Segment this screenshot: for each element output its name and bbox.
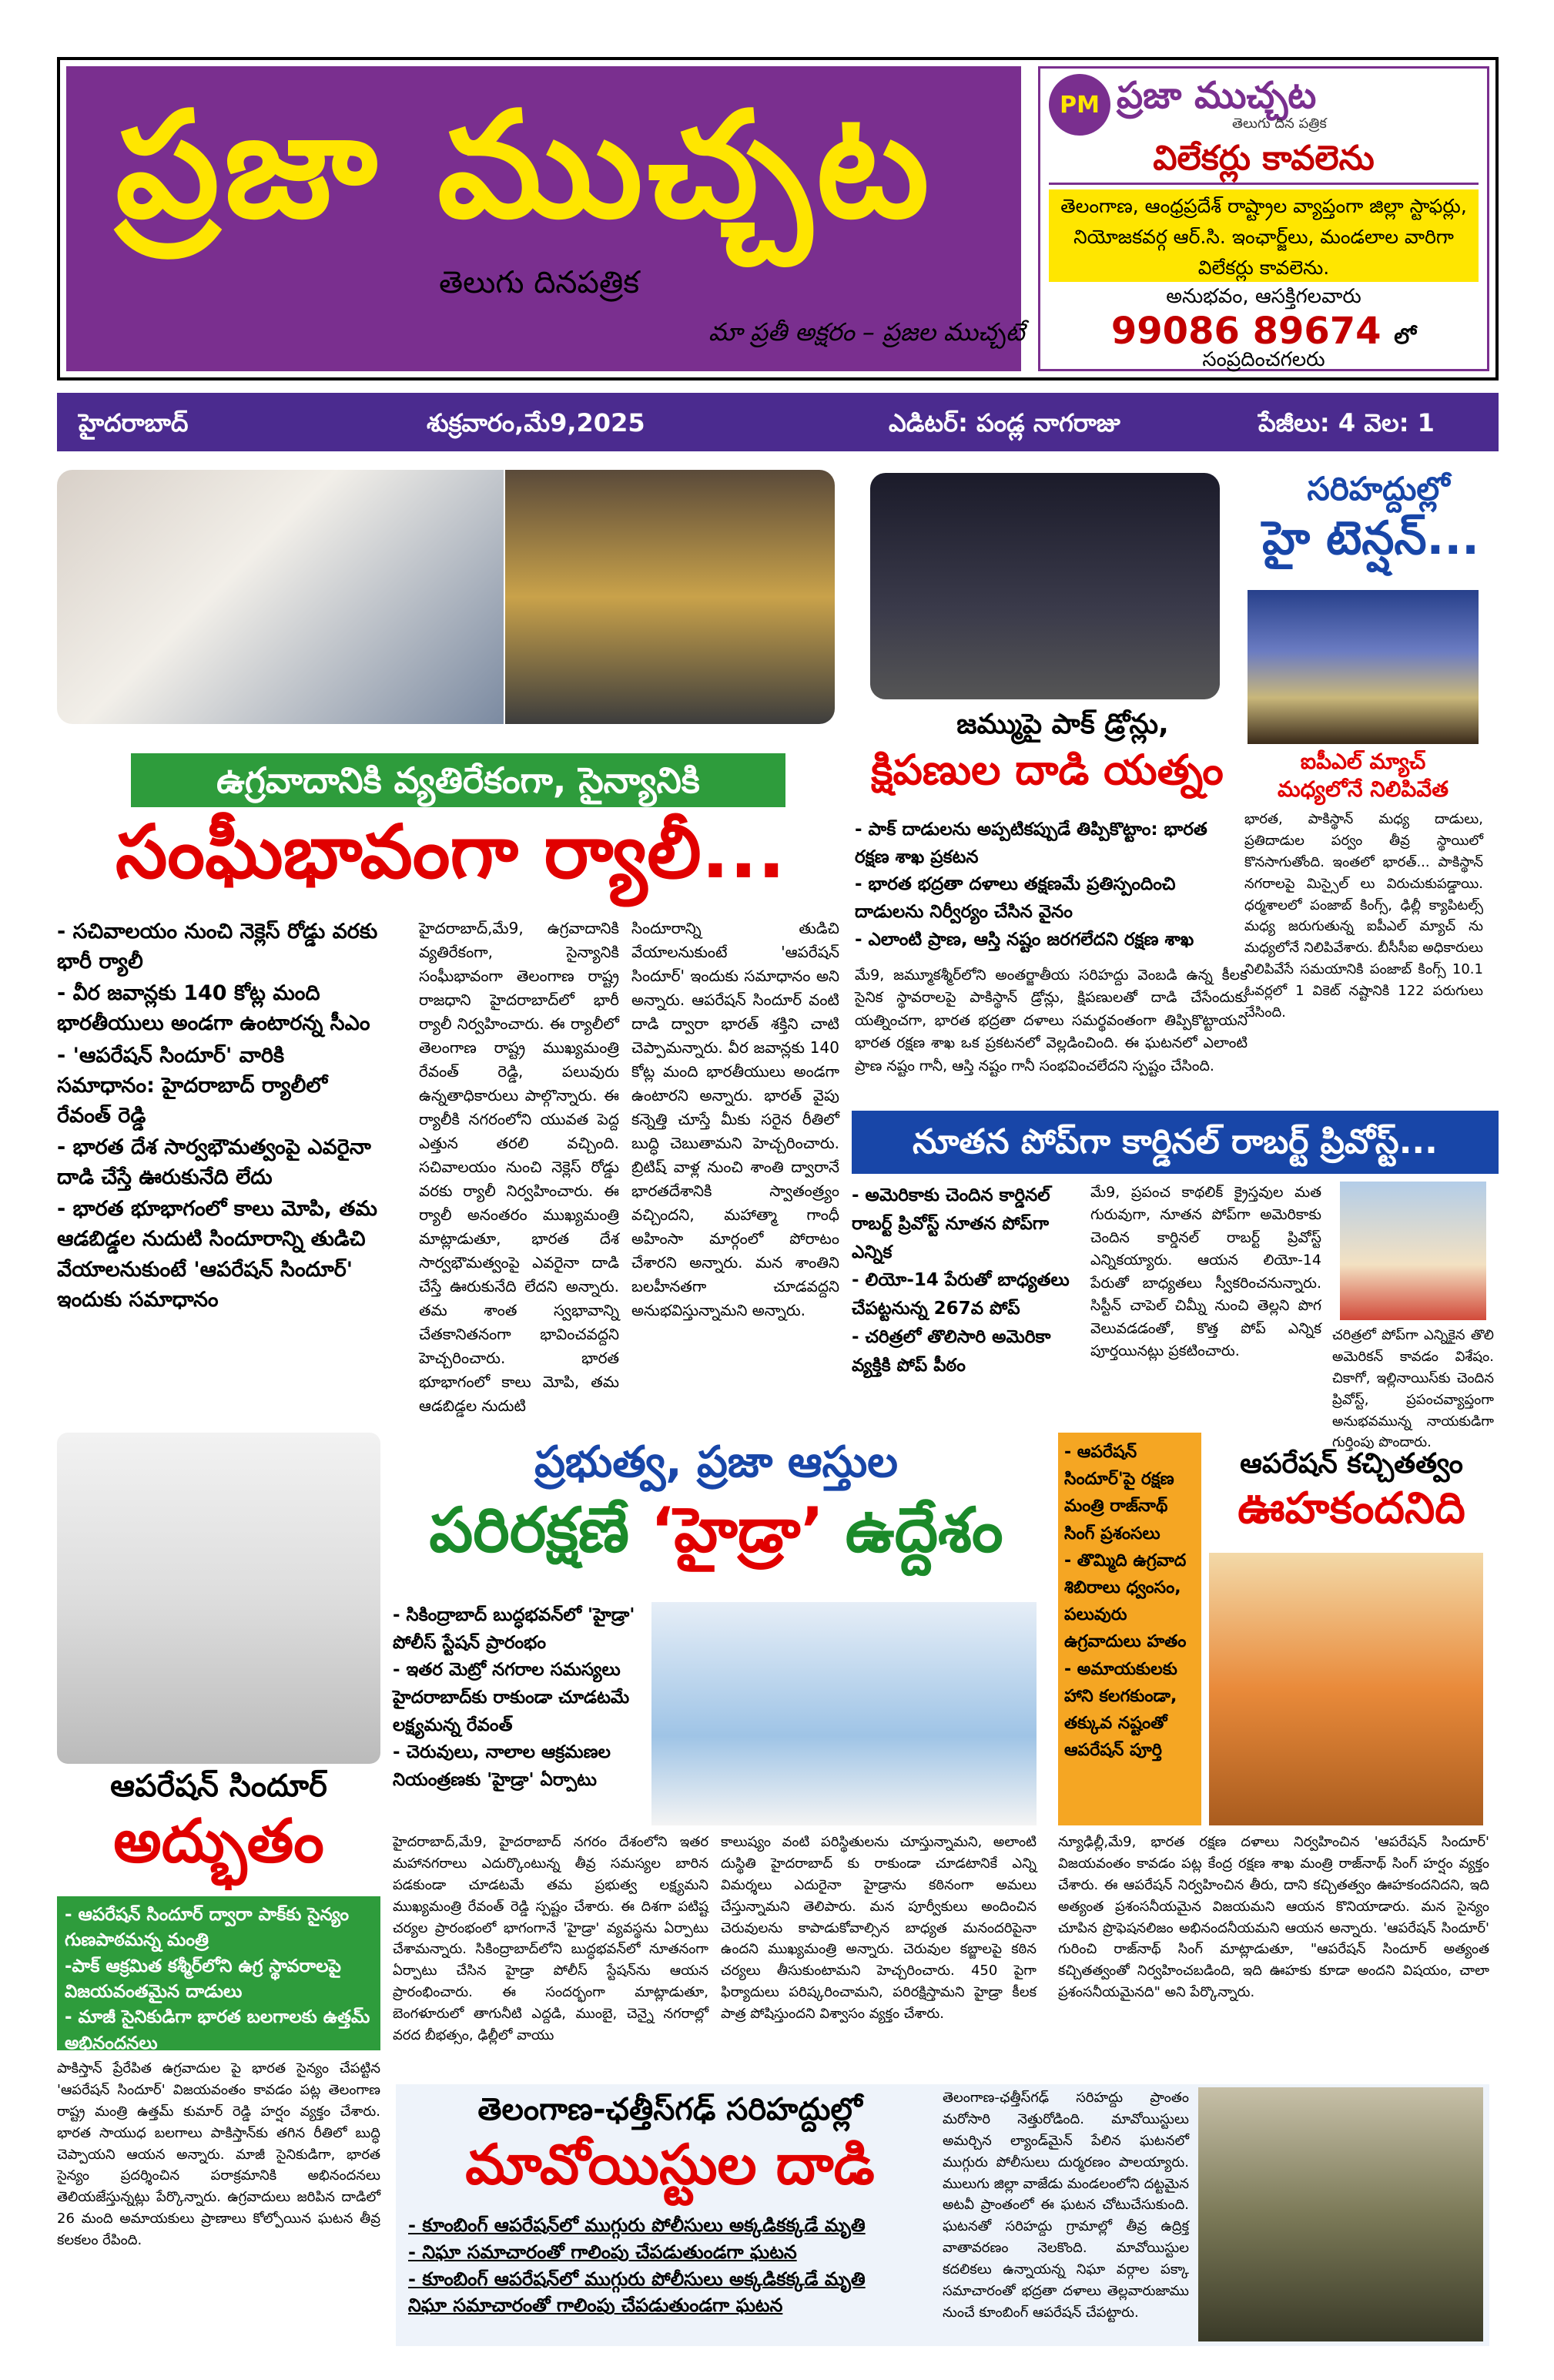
- pope-body-2: చరిత్రలో పోప్‌గా ఎన్నికైన తొలి అమెరికన్ కావడం విశేషం. చికాగో, ఇల్లినాయిస్‌కు చెందిన ప్రివోస్ట్, ప్రపంచవ్యాప్తంగా అనుభవమున్న నాయకుడిగా గుర్తింపు పొందారు.: [1332, 1327, 1494, 1451]
- minister-headline-2: అద్భుతం: [113, 1807, 324, 1876]
- minister-photo: [57, 1433, 380, 1764]
- rajnath-bullet: - అమాయకులకు హాని కలగకుండా, తక్కువ నష్టంతో ఆపరేషన్ పూర్తి: [1064, 1659, 1177, 1761]
- maoist-bullet: - కూంబింగ్ ఆపరేషన్‌లో ముగ్గురు పోలీసులు అక్కడికక్కడే మృతి: [408, 2214, 866, 2236]
- rally-bullet: - వీర జవాన్లకు 140 కోట్ల మంది భారతీయులు అండగా ఉంటారన్న సీఎం: [57, 981, 370, 1036]
- ad-newspaper-name: ప్రజా ముచ్చట: [1117, 74, 1317, 117]
- pope-bullet: - చరిత్రలో తొలిసారి అమెరికా వ్యక్తికి పోప్ పీఠం: [852, 1326, 1051, 1376]
- maoist-bullet: నిఘా సమాచారంతో గాలింపు చేపడుతుండగా ఘటన: [408, 2295, 783, 2317]
- ipl-stadium-photo: [1248, 590, 1479, 744]
- rally-headline: సంఘీభావంగా ర్యాలీ...: [115, 809, 786, 895]
- ipl-caption-1: ఐపీఎల్ మ్యాచ్: [1300, 749, 1426, 774]
- hydra-headline: [393, 1494, 1040, 1581]
- hydra-body-col1: హైదరాబాద్,మే9, హైదరాబాద్ నగరం దేశంలోని ఇతర మహానగరాలు ఎదుర్కొంటున్న తీవ్ర సమస్యల బారిన పడకుండా చూడటమే తమ ప్రభుత్వ లక్ష్యమని ముఖ్యమంత్రి రేవంత్ రెడ్డి స్పష్టం చేశారు. ఈ దిశగా పటిష్ట చర్యల ప్రారంభంలో భాగంగానే 'హైడ్రా' వ్యవస్థను ఏర్పాటు చేశామన్నారు. సికింద్రాబాద్‌లోని బుద్ధభవన్‌లో నూతనంగా ఏర్పాటు చేసిన హైడ్రా పోలీస్ స్టేషన్‌ను ఆయన ప్రారంభించారు. ఈ సందర్భంగా మాట్లాడుతూ, బెంగళూరులో తాగునీటి ఎద్దడి, ముంబై, చెన్నై నగరాల్లో వరద బీభత్సం, ఢిల్లీలో వాయు: [393, 1834, 708, 2044]
- ipl-caption-2: మధ్యలోనే నిలిపివేత: [1277, 776, 1449, 802]
- ad-tagline: తెలుగు దిన పత్రిక: [1232, 116, 1327, 132]
- rally-body-col1: హైదరాబాద్,మే9, ఉగ్రవాదానికి వ్యతిరేకంగా, సైన్యానికి సంఘీభావంగా తెలంగాణ రాష్ట్ర రాజధాని హైదరాబాద్‌లో భారీ ర్యాలీ నిర్వహించారు. ఈ ర్యాలీలో తెలంగాణ రాష్ట్ర ముఖ్యమంత్రి రేవంత్ రెడ్డి, పలువురు ఉన్నతాధికారులు పాల్గొన్నారు. ఈ ర్యాలీకి నగరంలోని యువత పెద్ద ఎత్తున తరలి వచ్చింది. సచివాలయం నుంచి నెక్లెస్ రోడ్డు వరకు ర్యాలీ నిర్వహించారు. ఈ ర్యాలీ అనంతరం ముఖ్యమంత్రి మాట్లాడుతూ, భారత దేశ సార్వభౌమత్వంపై ఎవరైనా దాడి చేస్తే ఊరుకునేది లేదని అన్నారు. తమ శాంత స్వభావాన్ని చేతకానితనంగా భావించవద్దని హెచ్చరించారు. భారత భూభాగంలో కాలు మోపి, తమ ఆడబిడ్డల నుదుటి: [419, 919, 619, 1415]
- pope-bullets: [852, 1182, 1083, 1380]
- hydra-bullet: - సికింద్రాబాద్ బుద్ధభవన్‌లో 'హైడ్రా' పోలీస్ స్టేషన్ ప్రారంభం: [393, 1605, 635, 1653]
- jammu-headline-2: క్షిపణుల దాడి యత్నం: [871, 746, 1224, 794]
- info-date: శుక్రవారం,మే9,2025: [427, 408, 645, 437]
- hydra-bullets: [393, 1602, 647, 1794]
- border-headline-1: సరిహద్దుల్లో: [1307, 470, 1450, 508]
- hydra-bullet: - ఇతర మెట్రో నగరాల సమస్యలు హైదరాబాద్‌కు రాకుండా చూడటమే లక్ష్యమన్న రేవంత్: [393, 1660, 630, 1735]
- minister-bullets: [57, 1896, 380, 2053]
- info-bar: [57, 393, 1499, 451]
- maoist-body: తెలంగాణ-ఛత్తీస్‌గఢ్ సరిహద్దు ప్రాంతం మరోసారి నెత్తురోడింది. మావోయిస్టులు అమర్చిన ల్యాండ్‌మైన్ పేలిన ఘటనలో ముగ్గురు పోలీసులు దుర్మరణం పాలయ్యారు. ములుగు జిల్లా వాజేడు మండలంలోని దట్టమైన అటవీ ప్రాంతంలో ఈ ఘటన చోటుచేసుకుంది. ఘటనతో సరిహద్దు గ్రామాల్లో తీవ్ర ఉద్రిక్త వాతావరణం నెలకొంది. మావోయిస్టుల కదలికలు ఉన్నాయన్న నిఘా వర్గాల పక్కా సమాచారంతో భద్రతా దళాలు తెల్లవారుజాము నుంచే కూంబింగ్ ఆపరేషన్ చేపట్టారు.: [943, 2090, 1189, 2321]
- border-headline-2: హై టెన్షన్...: [1262, 511, 1479, 565]
- ad-phone-number: 99086 89674: [1110, 310, 1382, 353]
- newspaper-subtitle: తెలుగు దినపత్రిక: [439, 265, 640, 300]
- jammu-bullet: - పాక్ దాడులను అప్పటికప్పుడే తిప్పికొట్టాం: భారత రక్షణ శాఖ ప్రకటన: [855, 820, 1207, 867]
- pope-bullet: - లియో-14 పేరుతో బాధ్యతలు చేపట్టనున్న 267వ పోప్: [852, 1270, 1070, 1319]
- maoist-forest-photo: [1198, 2087, 1483, 2341]
- info-pages: పేజీలు: 4 వెల: 1: [1258, 408, 1435, 437]
- maoist-bullets: [408, 2212, 932, 2319]
- info-editor: ఎడిటర్: పండ్ల నాగరాజు: [889, 408, 1120, 437]
- hydra-headline-a: పరిరక్షణే: [429, 1494, 629, 1566]
- pope-headline: నూతన పోప్‌గా కార్డినల్ రాబర్ట్ ప్రివోస్ట్...: [852, 1111, 1499, 1174]
- rally-photo-cm: [57, 470, 504, 724]
- hydra-headline-b: ‘హైడ్రా’: [650, 1494, 824, 1566]
- rally-kicker: ఉగ్రవాదానికి వ్యతిరేకంగా, సైన్యానికి: [131, 753, 785, 807]
- hydra-headline-c: ఉద్దేశం: [845, 1494, 1003, 1566]
- newspaper-motto: మా ప్రతీ అక్షరం – ప్రజల ముచ్చటే: [708, 317, 1025, 347]
- rally-photo-crowd: [505, 470, 835, 724]
- rally-bullet: - సచివాలయం నుంచి నెక్లెస్ రోడ్డు వరకు భారీ ర్యాలీ: [57, 920, 378, 974]
- pope-body-1: మే9, ప్రపంచ కాథలిక్ క్రైస్తవుల మత గురువుగా, నూతన పోప్‌గా అమెరికాకు చెందిన కార్డినల్ రాబర్ట్ ప్రివోస్ట్ ఎన్నికయ్యారు. ఆయన లియో-14 పేరుతో బాధ్యతలు స్వీకరించనున్నారు. సిస్టీన్ చాపెల్ చిమ్నీ నుంచి తెల్లని పొగ వెలువడడంతో, కొత్త పోప్ ఎన్నిక పూర్తయినట్లు ప్రకటించారు.: [1090, 1184, 1321, 1360]
- maoist-bullet: - కూంబింగ్ ఆపరేషన్‌లో ముగ్గురు పోలీసులు అక్కడికక్కడే మృతి: [408, 2268, 866, 2290]
- rajnath-body: న్యూఢిల్లీ,మే9, భారత రక్షణ దళాలు నిర్వహించిన 'ఆపరేషన్ సిందూర్' విజయవంతం కావడం పట్ల కేంద్ర రక్షణ శాఖ మంత్రి రాజ్‌నాథ్ సింగ్ హర్షం వ్యక్తం చేశారు. ఈ ఆపరేషన్ నిర్వహించిన తీరు, దాని కచ్చితత్వం ఊహకందనిదని, ఇది అత్యంత ప్రశంసనీయమైన విజయమని ఆయన కొనియాడారు. మన సైన్యం చూపిన ప్రొఫెషనలిజం అభినందనీయమని ఆయన అన్నారు. 'ఆపరేషన్ సిందూర్' గురించి రాజ్‌నాథ్ సింగ్ మాట్లాడుతూ, "ఆపరేషన్ సిందూర్ అత్యంత కచ్చితత్వంతో నిర్వహించబడింది, ఇది ఊహకు కూడా అందని విషయం, చాలా ప్రశంసనీయమైనది" అని పేర్కొన్నారు.: [1058, 1834, 1489, 2001]
- ad-heading: విలేకర్లు కావలెను: [1049, 139, 1479, 185]
- ad-contact: సంప్రదించగలరు: [1202, 348, 1325, 371]
- rajnath-bullets: [1058, 1433, 1201, 1825]
- minister-bullet: - ఆపరేషన్ సిందూర్ ద్వారా పాక్‌కు సైన్యం గుణపాఠమన్న మంత్రి: [65, 1905, 350, 1951]
- hydra-body-col2: కాలుష్యం వంటి పరిస్థితులను చూస్తున్నామని, అలాంటి దుస్థితి హైదరాబాద్ కు రాకుండా చూడటానికే ఎన్ని విమర్శలు ఎదురైనా హైడ్రాను కఠినంగా అమలు చేస్తున్నామని తెలిపారు. మన పూర్వీకులు అందించిన చెరువులను కాపాడుకోవాల్సిన బాధ్యత మనందరిపైనా ఉందని ముఖ్యమంత్రి అన్నారు. చెరువుల కబ్జాలపై కఠిన చర్యలు తీసుకుంటామని హెచ్చరించారు. 450 పైగా ఫిర్యాదులు పరిష్కరించామని, పరిరక్షిస్తామని హైడ్రా కీలక పాత్ర పోషిస్తుందని విశ్వాసం వ్యక్తం చేశారు.: [721, 1834, 1037, 2023]
- jammu-body: మే9, జమ్మూకశ్మీర్‌లోని అంతర్జాతీయ సరిహద్దు వెంబడి ఉన్న కీలక సైనిక స్థావరాలపై పాకిస్థాన్ డ్రోన్లు, క్షిపణులతో దాడి చేసేందుకు యత్నించగా, భారత భద్రతా దళాలు సమర్థవంతంగా తిప్పికొట్టాయని భారత రక్షణ శాఖ ఒక ప్రకటనలో వెల్లడించింది. ఈ ఘటనలో ఎలాంటి ప్రాణ నష్టం గానీ, ఆస్తి నష్టం గానీ సంభవించలేదని స్పష్టం చేసింది.: [855, 967, 1248, 1074]
- ad-body: తెలంగాణ, ఆంధ్రప్రదేశ్ రాష్ట్రాల వ్యాప్తంగా జిల్లా స్టాఫర్లు, నియోజకవర్గ ఆర్.సి. ఇంఛార్జ్‌లు, మండలాల వారిగా విలేకర్లు కావలెను.: [1049, 189, 1479, 282]
- rajnath-bullet: - ఆపరేషన్ సిందూర్'పై రక్షణ మంత్రి రాజ్‌నాథ్ సింగ్ ప్రశంసలు: [1064, 1443, 1174, 1544]
- jammu-bullet: - భారత భద్రతా దళాలు తక్షణమే ప్రతిస్పందించి దాడులను నిర్వీర్యం చేసిన వైనం: [855, 874, 1176, 922]
- minister-bullet: - మాజీ సైనికుడిగా భారత బలగాలకు ఉత్తమ్ అభినందనలు: [65, 2007, 370, 2053]
- pope-photo: [1340, 1182, 1486, 1320]
- rally-bullet: - భారత భూభాగంలో కాలు మోపి, తమ ఆడబిడ్డల నుదుటి సిందూరాన్ని తుడిచి వేయాలనుకుంటే 'ఆపరేషన్ సిందూర్' ఇందుకు సమాధానం: [57, 1197, 377, 1312]
- rally-bullet: - 'ఆపరేషన్ సిందూర్' వారికి సమాధానం: హైదరాబాద్ ర్యాలీలో రేవంత్ రెడ్డి: [57, 1043, 328, 1128]
- rajnath-headline-1: ఆపరేషన్ కచ్చితత్వం: [1240, 1448, 1463, 1480]
- minister-headline-1: ఆపరేషన్ సిందూర్: [110, 1768, 327, 1804]
- rajnath-photo: [1209, 1553, 1483, 1825]
- jammu-bullets: [855, 816, 1248, 954]
- jammu-night-photo: [870, 473, 1220, 699]
- info-city: హైదరాబాద్: [79, 408, 189, 437]
- hydra-kicker: ప్రభుత్వ, ప్రజా ఆస్తుల: [534, 1437, 898, 1487]
- hydra-bullet: - చెరువులు, నాలాల ఆక్రమణల నియంత్రణకు 'హైడ్రా' ఏర్పాటు: [393, 1742, 611, 1790]
- rally-bullets: [57, 917, 388, 1410]
- ad-experience: అనుభవం, ఆసక్తిగలవారు: [1166, 285, 1361, 308]
- jammu-bullet: - ఎలాంటి ప్రాణ, ఆస్తి నష్టం జరగలేదని రక్షణ శాఖ: [855, 929, 1194, 950]
- minister-bullet: -పాక్ ఆక్రమిత కశ్మీర్‌లోని ఉగ్ర స్థావరాలపై విజయవంతమైన దాడులు: [65, 1956, 341, 2003]
- border-body: భారత, పాకిస్థాన్ మధ్య దాడులు, ప్రతిదాడుల పర్వం తీవ్ర స్థాయిలో కొనసాగుతోంది. ఇంతలో భారత్... పాకిస్థాన్ నగరాలపై మిస్సైల్ లు విరుచుకుపడ్డాయి. ధర్మశాలలో పంజాబ్ కింగ్స్, ఢిల్లీ క్యాపిటల్స్ మధ్య జరుగుతున్న ఐపీఎల్ మ్యాచ్ ను మధ్యలోనే నిలిపివేశారు. బీసీసీఐ అధికారులు నిలిపివేసే సమయానికి పంజాబ్ కింగ్స్ 10.1 ఓవర్లలో 1 వికెట్ నష్టానికి 122 పరుగులు చేసింది.: [1244, 811, 1483, 1021]
- hydra-launch-photo: [651, 1602, 1037, 1825]
- minister-body: పాకిస్తాన్ ప్రేరేపిత ఉగ్రవాదుల పై భారత సైన్యం చేపట్టిన 'ఆపరేషన్ సిందూర్' విజయవంతం కావడం పట్ల తెలంగాణ రాష్ట్ర మంత్రి ఉత్తమ్ కుమార్ రెడ్డి హర్షం వ్యక్తం చేశారు. భారత సాయుధ బలగాలు పాకిస్తాన్‌కు తగిన రీతిలో బుద్ధి చెప్పాయని ఆయన అన్నారు. మాజీ సైనికుడిగా, భారత సైన్యం ప్రదర్శించిన పరాక్రమానికి అభినందనలు తెలియజేస్తున్నట్లు పేర్కొన్నారు. ఉగ్రవాదులు జరిపిన దాడిలో 26 మంది అమాయకులు ప్రాణాలు కోల్పోయిన ఘటన తీవ్ర కలకలం రేపింది.: [57, 2060, 380, 2249]
- newspaper-title: ప్రజా ముచ్చట: [116, 80, 934, 250]
- rally-bullet: - భారత దేశ సార్వభౌమత్వంపై ఎవరైనా దాడి చేస్తే ఊరుకునేది లేదు: [57, 1135, 371, 1190]
- maoist-bullet: - నిఘా సమాచారంతో గాలింపు చేపడుతుండగా ఘటన: [408, 2241, 797, 2263]
- ad-phone-suffix: లో: [1394, 323, 1417, 349]
- rally-body-col2: సిందూరాన్ని తుడిచి వేయాలనుకుంటే 'ఆపరేషన్ సిందూర్' ఇందుకు సమాధానం అని అన్నారు. ఆపరేషన్ సిందూర్ వంటి దాడి ద్వారా భారత్ శక్తిని చాటి చెప్పామన్నారు. వీర జవాన్లకు 140 కోట్ల మంది భారతీయులు అండగా ఉంటారని అన్నారు. భారత్ వైపు కన్నెత్తి చూస్తే మీకు సరైన రీతిలో బుద్ధి చెబుతామని హెచ్చరించారు. బ్రిటిష్ వాళ్ల నుంచి శాంతి ద్వారానే భారతదేశానికి స్వాతంత్ర్యం వచ్చిందని, మహాత్మా గాంధీ అహింసా మార్గంలో పోరాటం చేశారని అన్నారు. మన శాంతిని బలహీనతగా చూడవద్దని అనుభవిస్తున్నామని అన్నారు.: [631, 919, 839, 1319]
- jammu-headline-1: జమ్ముపై పాక్ డ్రోన్లు,: [956, 709, 1169, 740]
- rajnath-bullet: - తొమ్మిది ఉగ్రవాద శిబిరాలు ధ్వంసం, పలువురు ఉగ్రవాదులు హతం: [1064, 1550, 1187, 1652]
- rajnath-headline-2: ఊహకందనిది: [1238, 1483, 1465, 1534]
- logo-icon: PM: [1049, 74, 1110, 136]
- maoist-kicker: తెలంగాణ-ఛత్తీస్‌గఢ్ సరిహద్దుల్లో: [477, 2092, 862, 2127]
- maoist-headline: మావోయిస్టుల దాడి: [465, 2132, 875, 2197]
- pope-bullet: - అమెరికాకు చెందిన కార్డినల్ రాబర్ట్ ప్రివోస్ట్ నూతన పోప్‌గా ఎన్నిక: [852, 1185, 1050, 1262]
